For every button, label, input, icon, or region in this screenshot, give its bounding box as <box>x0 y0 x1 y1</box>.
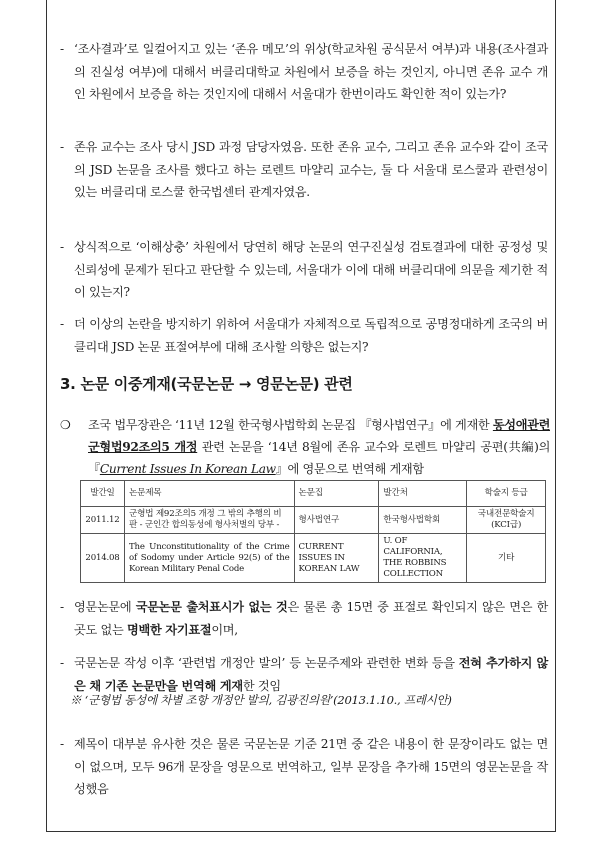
text-segment: 관련 논문을 ‘14년 8월에 존유 교수와 로렌트 마얄리 공편(共編)의 『 <box>88 440 551 476</box>
text-segment: 』에 영문으로 번역해 게재함 <box>275 462 424 476</box>
table-cell: U. OF CALIFORNIA, THE ROBBINS COLLECTION <box>379 534 467 583</box>
bold-text: 전혀 추가하지 않은 채 기존 논문만을 번역해 게재 <box>74 656 548 693</box>
table-cell: 기타 <box>467 534 546 583</box>
dash-marker: - <box>60 240 64 254</box>
question-paragraph-4 <box>60 313 548 358</box>
circle-paragraph-text <box>60 414 550 480</box>
header-cell: 발간일 <box>81 481 125 507</box>
paragraph-text: 상식적으로 ‘이해상충’ 차원에서 당연히 해당 논문의 연구진실성 검토결과에 대한 공정성 및 신뢰성에 문제가 된다고 판단할 수 있는데, 서울대가 이에 대해 버클리대에 의문을 제기한 적이 있는지? <box>74 240 548 299</box>
circle-bullet-icon: ❍ <box>60 418 71 432</box>
table-cell: 한국형사법학회 <box>379 507 467 534</box>
reference-note: ※ ‘군형법 동성에 차별 조항 개정안 발의, 김광진의원’(2013.1.10., 프레시안) <box>70 693 452 707</box>
paragraph-text: ‘조사결과’로 일컬어지고 있는 ‘존유 메모’의 위상(학교차원 공식문서 여부)과 내용(조사결과의 진실성 여부)에 대해서 버클리대학교 차원에서 보증을 하는 것인지, 아니면 존유 교수 개인 차원에서 보증을 하는 것인지에 대해서 서울대가 한번이라도 확인한 적이 있는가? <box>74 42 548 101</box>
table-cell: 국내전문학술지(KCI급) <box>467 507 546 534</box>
italic-book-title: Current Issues In Korean Law <box>99 462 276 476</box>
bullet-paragraph-1 <box>60 596 548 641</box>
question-paragraph-3 <box>60 236 548 304</box>
table-cell: 2014.08 <box>81 534 125 583</box>
bold-text: 국문논문 출처표시가 없는 것 <box>135 600 288 614</box>
bold-underlined-text: 동성애관련 군형법92조의5 개정 <box>88 418 550 454</box>
header-cell: 발간처 <box>379 481 467 507</box>
dash-marker: - <box>60 656 64 670</box>
table-cell: 군형법 제92조의5 개정 그 밖의 추행의 비판 - 군인간 합의동성에 형사처벌의 당부 - <box>124 507 294 534</box>
table-cell: 형사법연구 <box>294 507 379 534</box>
header-cell: 논문제목 <box>124 481 294 507</box>
section-heading: 3. 논문 이중게재(국문논문 → 영문논문) 관련 <box>60 375 353 393</box>
text-segment: 국문논문 작성 이후 ‘관련법 개정안 발의’ 등 논문주제와 관련한 변화 등을 <box>74 656 459 670</box>
dash-marker: - <box>60 42 64 56</box>
text-segment: 영문논문에 <box>74 600 136 614</box>
paragraph-text <box>60 652 548 697</box>
publication-table <box>80 480 546 583</box>
table-cell: 2011.12 <box>81 507 125 534</box>
bullet-paragraph-2 <box>60 652 548 697</box>
question-paragraph-2 <box>60 136 548 204</box>
bold-text: 명백한 자기표절 <box>127 622 212 637</box>
table-row <box>81 534 546 583</box>
circle-paragraph <box>60 414 550 480</box>
dash-marker: - <box>60 737 64 751</box>
table-cell: The Unconstitutionality of the Crime of Sodomy under Article 92(5) of the Korean Military Penal Code <box>124 534 294 583</box>
text-segment: 은 물론 총 15면 중 표절로 확인되지 않은 면은 한 곳도 없는 <box>74 600 549 637</box>
paragraph-text: 존유 교수는 조사 당시 JSD 과정 담당자였음. 또한 존유 교수, 그리고 존유 교수와 같이 조국의 JSD 논문을 조사를 했다고 하는 로렌트 마얄리 교수는, 둘 다 서울대 로스쿨과 관련성이 있는 버클리대 로스쿨 한국법센터 관계자였음. <box>74 140 548 199</box>
dash-marker: - <box>60 317 64 331</box>
text-segment: 이며, <box>211 622 238 637</box>
header-cell: 논문집 <box>294 481 379 507</box>
dash-marker: - <box>60 600 64 614</box>
text-segment: 조국 법무장관은 ‘11년 12월 한국형사법학회 논문집 『형사법연구』에 게재한 <box>88 418 490 432</box>
text-segment: 한 것임 <box>242 678 281 693</box>
paragraph-text <box>60 596 548 641</box>
header-cell: 학술지 등급 <box>467 481 546 507</box>
bullet-paragraph-3 <box>60 733 548 801</box>
table-header-row <box>81 481 546 507</box>
table-cell: CURRENT ISSUES IN KOREAN LAW <box>294 534 379 583</box>
paragraph-text: 제목이 대부분 유사한 것은 물론 국문논문 기준 21면 중 같은 내용이 한 문장이라도 없는 면이 없으며, 모두 96개 문장을 영문으로 번역하고, 일부 문장을 추가해 15면의 영문논문을 작성했음 <box>74 737 548 796</box>
table-row <box>81 507 546 534</box>
dash-marker: - <box>60 140 64 154</box>
question-paragraph-1 <box>60 38 548 106</box>
paragraph-text: 더 이상의 논란을 방지하기 위하여 서울대가 자체적으로 독립적으로 공명정대하게 조국의 버클리대 JSD 논문 표절여부에 대해 조사할 의향은 없는지? <box>74 317 548 354</box>
